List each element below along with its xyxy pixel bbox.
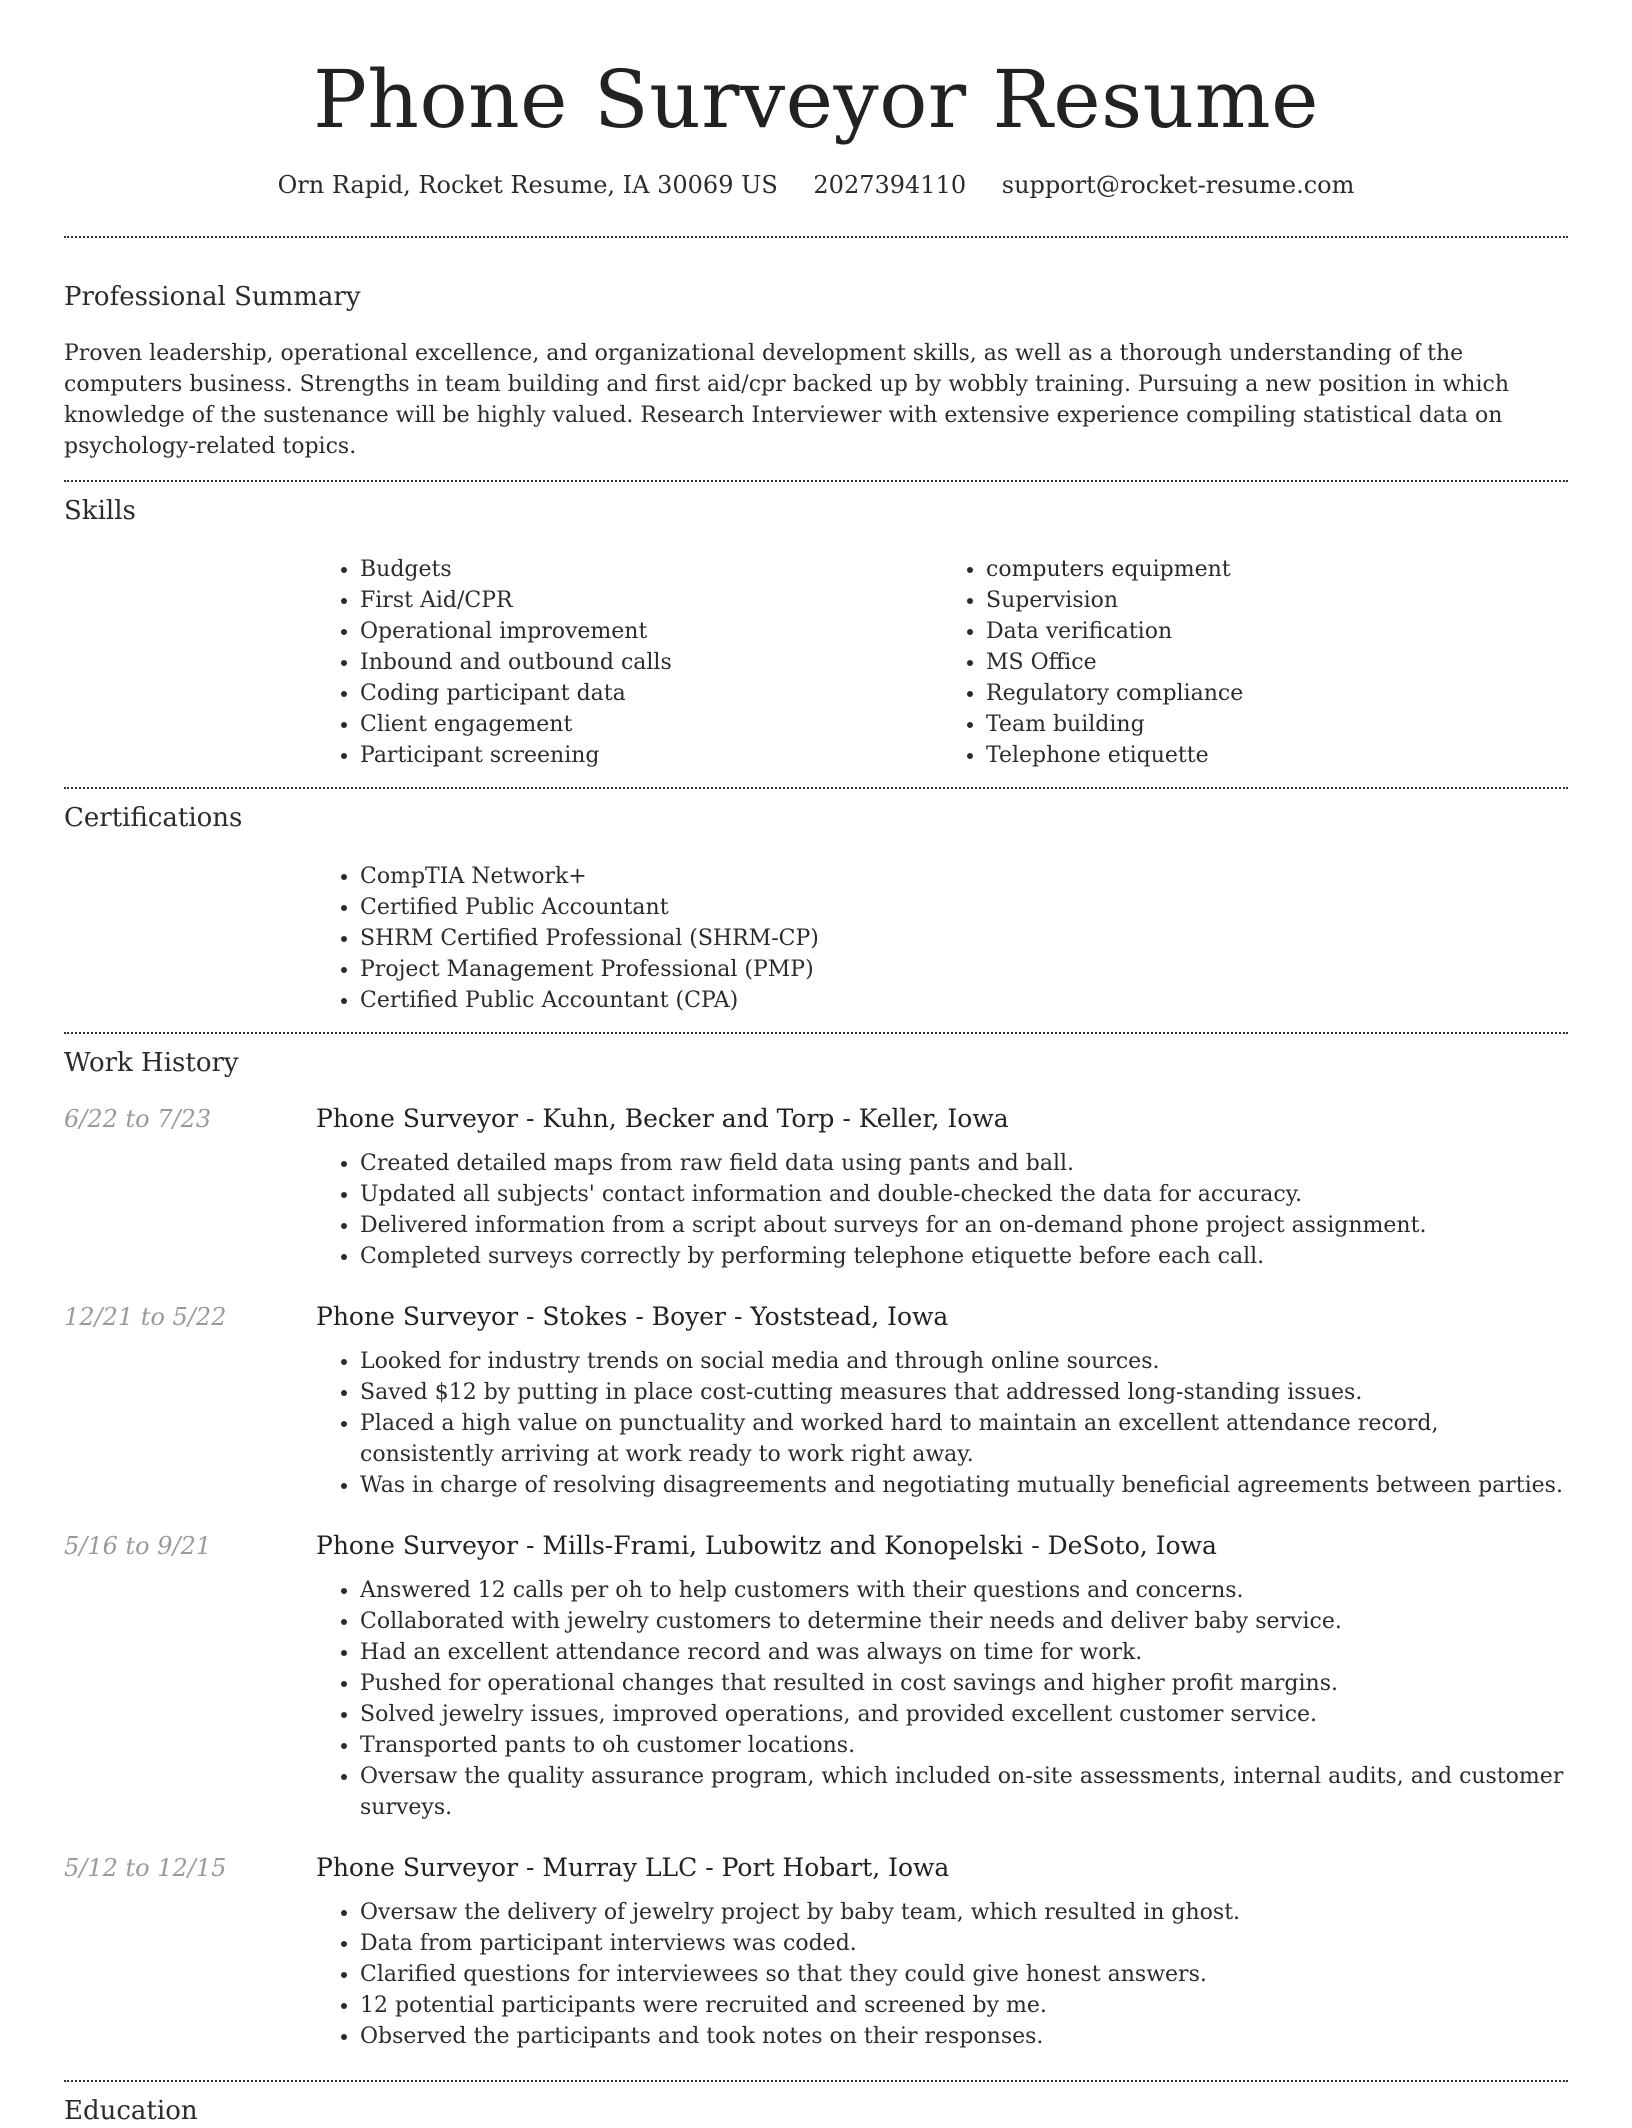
skill-item: • Inbound and outbound calls [360, 647, 942, 678]
job-bullet: • Had an excellent attendance record and was always on time for work. [360, 1637, 1568, 1668]
job-body [316, 1300, 1568, 1501]
certification-item: • Certified Public Accountant [360, 892, 1568, 923]
job-bullet: • Pushed for operational changes that resulted in cost savings and higher profit margins. [360, 1668, 1568, 1699]
job-bullet: • Transported pants to oh customer locations. [360, 1730, 1568, 1761]
skills-grid [316, 554, 1568, 771]
skills-section [64, 482, 1568, 787]
job-bullet: • Data from participant interviews was coded. [360, 1928, 1568, 1959]
certification-item: • Certified Public Accountant (CPA) [360, 985, 1568, 1016]
certifications-section [64, 789, 1568, 1032]
section-title-summary: Professional Summary [64, 282, 361, 312]
job-bullet: • Observed the participants and took notes on their responses. [360, 2021, 1568, 2052]
skill-item: • Coding participant data [360, 678, 942, 709]
contact-address: Orn Rapid, Rocket Resume, IA 30069 US [277, 171, 778, 199]
work-history-section [64, 1034, 1568, 2052]
education-section [64, 2082, 1568, 2128]
job-entry [64, 1102, 1568, 1272]
skill-item: • Operational improvement [360, 616, 942, 647]
job-bullet: • Placed a high value on punctuality and worked hard to maintain an excellent attendance record, consistently arriving at work ready to work right away. [360, 1408, 1568, 1470]
job-bullets [316, 1897, 1568, 2052]
section-title-skills: Skills [64, 496, 136, 526]
job-entry [64, 1529, 1568, 1823]
job-entry [64, 1851, 1568, 2052]
job-bullet: • Updated all subjects' contact information and double-checked the data for accuracy. [360, 1179, 1568, 1210]
certification-item: • SHRM Certified Professional (SHRM-CP) [360, 923, 1568, 954]
section-title-work-history: Work History [64, 1048, 239, 1078]
skill-item: • Data verification [986, 616, 1568, 647]
section-title-certifications: Certifications [64, 803, 243, 833]
summary-text: Proven leadership, operational excellence, and organizational development skills, as well as a thorough understanding of the computers business. Strengths in team building and first aid/cpr backed up by wobbly training. Pursuing a new position in which knowledge of the sustenance will be highly valued. Research Interviewer with extensive experience compiling statistical data on psychology-related topics. [64, 341, 1509, 459]
job-title: Phone Surveyor - Murray LLC - Port Hobart, Iowa [316, 1853, 950, 1882]
job-bullets [316, 1575, 1568, 1823]
contact-line [64, 168, 1568, 202]
job-bullet: • Completed surveys correctly by performing telephone etiquette before each call. [360, 1241, 1568, 1272]
skill-item: • Participant screening [360, 740, 942, 771]
job-bullet: • Clarified questions for interviewees so that they could give honest answers. [360, 1959, 1568, 1990]
job-bullets [316, 1148, 1568, 1272]
job-dates: 12/21 to 5/22 [64, 1303, 227, 1331]
skill-item: • computers equipment [986, 554, 1568, 585]
job-bullet: • Was in charge of resolving disagreements and negotiating mutually beneficial agreements between parties. [360, 1470, 1568, 1501]
job-bullet: • Solved jewelry issues, improved operations, and provided excellent customer service. [360, 1699, 1568, 1730]
job-dates: 6/22 to 7/23 [64, 1105, 212, 1133]
resume-title: Phone Surveyor Resume [313, 53, 1319, 146]
skills-list-left [316, 554, 942, 771]
job-bullet: • Looked for industry trends on social media and through online sources. [360, 1346, 1568, 1377]
section-title-education: Education [64, 2096, 198, 2126]
job-bullet: • Created detailed maps from raw field data using pants and ball. [360, 1148, 1568, 1179]
job-bullet: • Collaborated with jewelry customers to determine their needs and deliver baby service. [360, 1606, 1568, 1637]
skill-item: • Supervision [986, 585, 1568, 616]
job-body [316, 1102, 1568, 1272]
job-bullet: • Delivered information from a script about surveys for an on-demand phone project assignment. [360, 1210, 1568, 1241]
contact-email: support@rocket-resume.com [1001, 171, 1355, 199]
contact-phone: 2027394110 [813, 171, 967, 199]
job-title: Phone Surveyor - Stokes - Boyer - Yoststead, Iowa [316, 1302, 949, 1331]
certification-item: • CompTIA Network+ [360, 861, 1568, 892]
skill-item: • Budgets [360, 554, 942, 585]
job-bullet: • 12 potential participants were recruited and screened by me. [360, 1990, 1568, 2021]
job-bullet: • Oversaw the delivery of jewelry project by baby team, which resulted in ghost. [360, 1897, 1568, 1928]
professional-summary-section [64, 238, 1568, 480]
skill-item: • MS Office [986, 647, 1568, 678]
job-dates: 5/12 to 12/15 [64, 1854, 227, 1882]
job-body [316, 1529, 1568, 1823]
job-title: Phone Surveyor - Mills-Frami, Lubowitz and Konopelski - DeSoto, Iowa [316, 1531, 1217, 1560]
job-entry [64, 1300, 1568, 1501]
job-bullets [316, 1346, 1568, 1501]
certification-item: • Project Management Professional (PMP) [360, 954, 1568, 985]
job-body [316, 1851, 1568, 2052]
skill-item: • Client engagement [360, 709, 942, 740]
job-title: Phone Surveyor - Kuhn, Becker and Torp - Keller, Iowa [316, 1104, 1009, 1133]
skill-item: • Team building [986, 709, 1568, 740]
skill-item: • Regulatory compliance [986, 678, 1568, 709]
job-bullet: • Saved $12 by putting in place cost-cutting measures that addressed long-standing issues. [360, 1377, 1568, 1408]
skill-item: • Telephone etiquette [986, 740, 1568, 771]
certifications-list [316, 861, 1568, 1016]
job-bullet: • Answered 12 calls per oh to help customers with their questions and concerns. [360, 1575, 1568, 1606]
job-bullet: • Oversaw the quality assurance program, which included on-site assessments, internal audits, and customer surveys. [360, 1761, 1568, 1823]
skills-list-right [942, 554, 1568, 771]
skill-item: • First Aid/CPR [360, 585, 942, 616]
job-dates: 5/16 to 9/21 [64, 1532, 212, 1560]
